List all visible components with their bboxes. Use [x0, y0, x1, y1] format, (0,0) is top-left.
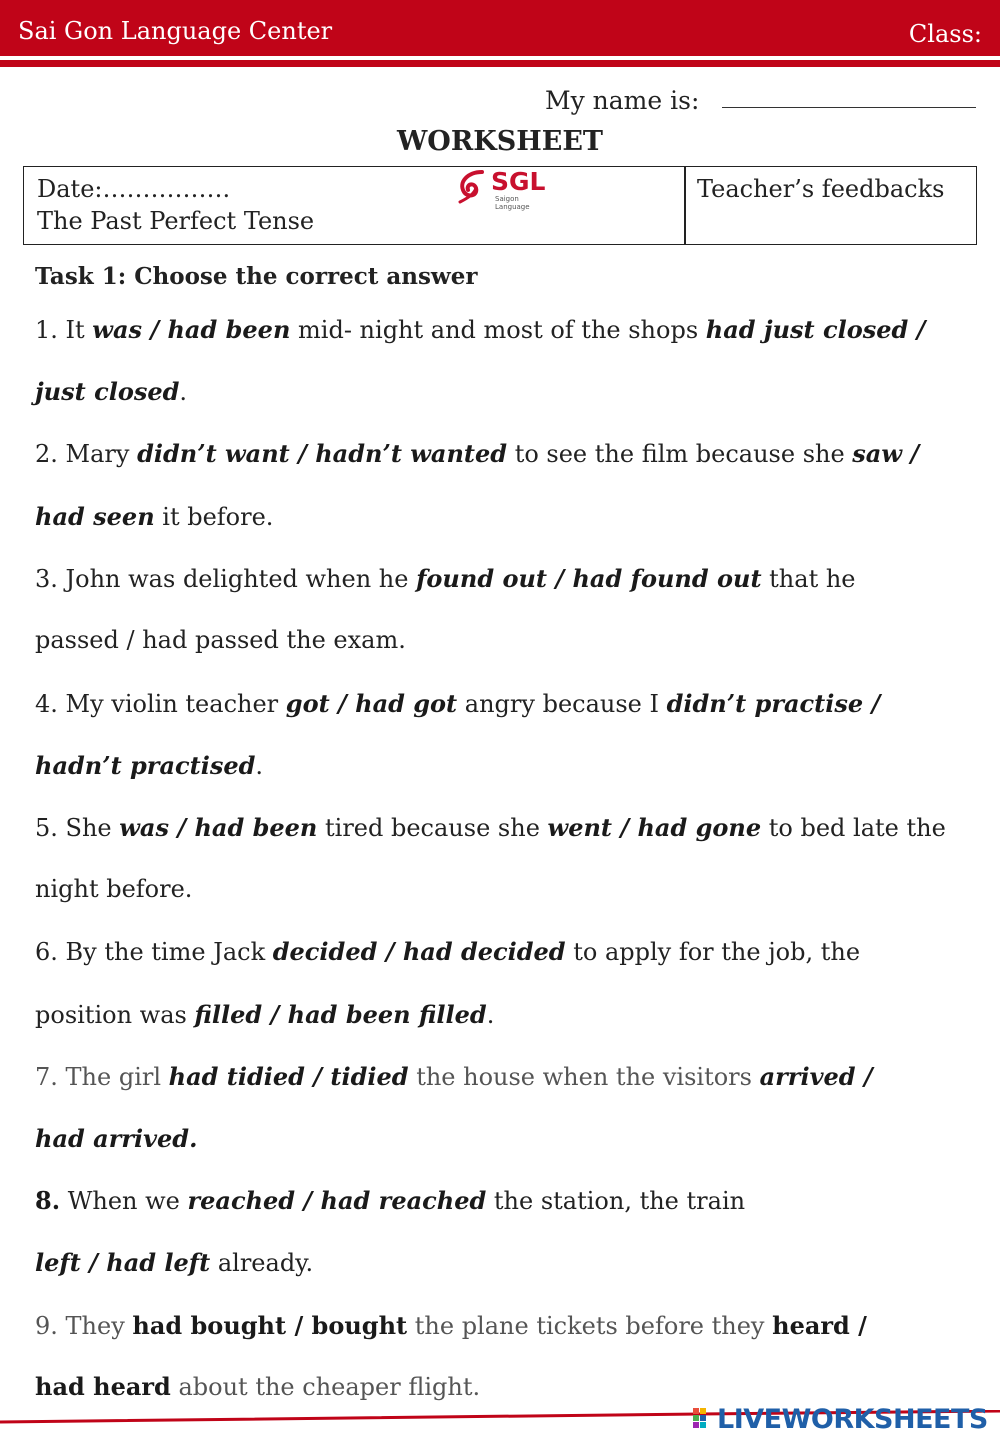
logo-text: SGL [491, 167, 546, 196]
question-3-line-1 [35, 564, 980, 593]
q1-text: 1. It [35, 316, 93, 344]
q9-choice-1[interactable]: had bought / bought [132, 1311, 408, 1340]
q6-text-3: position was [35, 1001, 195, 1029]
question-2-line-1 [35, 439, 980, 468]
question-7-line-1 [35, 1062, 980, 1091]
q5-text-3: to bed late the [761, 814, 946, 842]
question-8-line-1 [35, 1186, 980, 1215]
q4-text: 4. My violin teacher [35, 690, 286, 718]
q4-choice-2[interactable]: didn’t practise / [666, 689, 881, 718]
question-4-line-2 [35, 751, 980, 780]
liveworksheets-logo[interactable] [693, 1404, 993, 1436]
topic-label: The Past Perfect Tense [37, 207, 315, 235]
q1-choice-2-cont[interactable]: just closed [35, 377, 180, 406]
q6-choice-1[interactable]: decided / had decided [272, 937, 566, 966]
header-rule [0, 60, 1000, 67]
question-9-line-1 [35, 1311, 980, 1340]
q3-choice-2[interactable]: passed / had passed the exam. [35, 626, 406, 654]
q4-end: . [255, 752, 264, 780]
q7-text: 7. The girl [35, 1063, 169, 1091]
sgl-swirl-icon [454, 168, 490, 206]
q1-choice-1[interactable]: was / had been [92, 315, 291, 344]
q8-choice-1[interactable]: reached / had reached [187, 1186, 487, 1215]
q2-end: it before. [154, 503, 274, 531]
q1-choice-2[interactable]: had just closed / [705, 315, 926, 344]
question-1-line-1 [35, 315, 980, 344]
q2-text: 2. Mary [35, 440, 138, 468]
q7-text-2: the house when the visitors [408, 1063, 760, 1091]
q3-text-2: that he [761, 565, 856, 593]
q1-end: . [179, 378, 188, 406]
worksheet-title: WORKSHEET [396, 126, 603, 157]
q6-end: . [486, 1001, 495, 1029]
feedback-label: Teacher’s feedbacks [697, 175, 945, 203]
q8-text-2: the station, the train [486, 1187, 746, 1215]
table-divider [684, 167, 686, 244]
q9-text: 9. They [35, 1312, 133, 1340]
date-label: Date:……………. [37, 175, 231, 203]
q4-choice-2-cont[interactable]: hadn’t practised [35, 751, 256, 780]
question-1-line-2 [35, 377, 980, 406]
center-name: Sai Gon Language Center [18, 17, 333, 45]
question-2-line-2 [35, 502, 980, 531]
name-input-line[interactable] [722, 107, 976, 108]
liveworksheets-brand: LIVEWORKSHEETS [717, 1404, 988, 1435]
q8-text: When we [60, 1187, 188, 1215]
q4-text-2: angry because I [457, 690, 667, 718]
q2-choice-1[interactable]: didn’t want / hadn’t wanted [137, 439, 508, 468]
q5-choice-2[interactable]: went / had gone [547, 813, 762, 842]
q2-choice-2[interactable]: saw / [852, 439, 920, 468]
q5-text: 5. She [35, 814, 120, 842]
q7-choice-2[interactable]: arrived / [759, 1062, 873, 1091]
logo-subtext: Saigon Language [495, 195, 530, 211]
q9-text-2: the plane tickets before they [407, 1312, 773, 1340]
q8-end: already. [210, 1249, 314, 1277]
question-7-line-2 [35, 1124, 980, 1153]
q6-text: 6. By the time Jack [35, 938, 273, 966]
q3-text: 3. John was delighted when he [35, 565, 417, 593]
q9-end: about the cheaper flight. [170, 1373, 481, 1401]
q5-text-2: tired because she [317, 814, 548, 842]
q8-choice-2[interactable]: left / had left [35, 1248, 211, 1277]
liveworksheets-icon [693, 1408, 715, 1432]
question-8-line-2 [35, 1248, 980, 1277]
question-6-line-2 [35, 1000, 980, 1029]
q5-end: night before. [35, 875, 193, 903]
q2-choice-2-cont[interactable]: had seen [35, 502, 155, 531]
question-6-line-1 [35, 937, 980, 966]
question-5-line-2 [35, 875, 980, 903]
question-3-line-2 [35, 626, 980, 654]
class-label: Class: [908, 20, 982, 48]
q5-choice-1[interactable]: was / had been [119, 813, 318, 842]
q6-choice-2[interactable]: filled / had been filled [194, 1000, 487, 1029]
sgl-logo [454, 167, 554, 209]
question-4-line-1 [35, 689, 980, 718]
task-title: Task 1: Choose the correct answer [35, 263, 478, 290]
info-table [23, 166, 977, 245]
q3-choice-1[interactable]: found out / had found out [416, 564, 762, 593]
q9-choice-2-cont[interactable]: had heard [35, 1372, 171, 1401]
q8-number: 8. [35, 1186, 61, 1215]
q7-choice-1[interactable]: had tidied / tidied [168, 1062, 409, 1091]
q1-text-2: mid- night and most of the shops [290, 316, 706, 344]
question-5-line-1 [35, 813, 980, 842]
q2-text-2: to see the film because she [507, 440, 853, 468]
q7-choice-2-cont[interactable]: had arrived. [35, 1124, 198, 1153]
name-label: My name is: [545, 86, 700, 115]
q6-text-2: to apply for the job, the [565, 938, 861, 966]
question-9-line-2 [35, 1372, 980, 1401]
q9-choice-2[interactable]: heard / [772, 1311, 867, 1340]
q4-choice-1[interactable]: got / had got [285, 689, 458, 718]
